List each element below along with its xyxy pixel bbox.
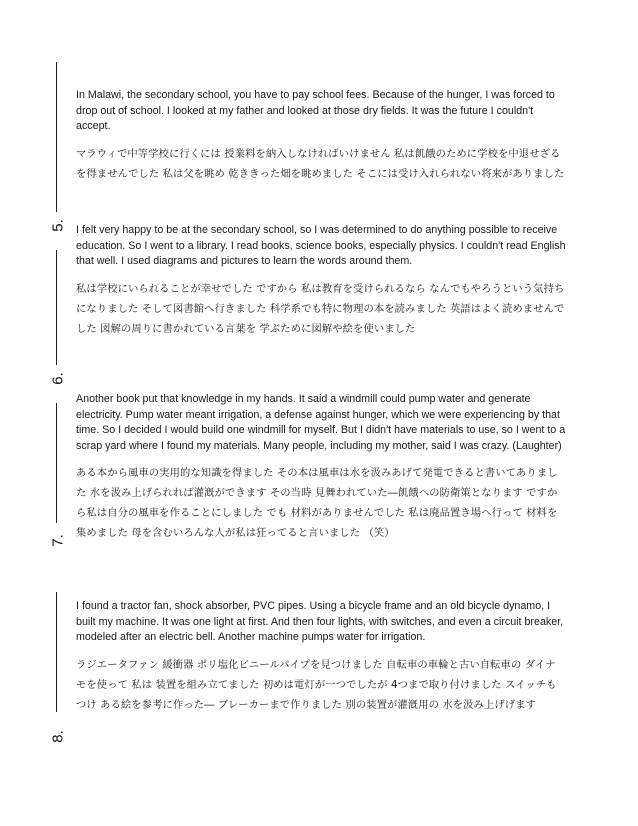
english-paragraph: In Malawi, the secondary school, you have to pay school fees. Because of the hunger, I was forced to drop out of school. I looked at my father and looked at those dry fields. It was the future I couldn't accept. [76, 89, 555, 133]
section-number-7: 7. [49, 534, 67, 547]
section-5 [76, 88, 566, 184]
margin-rule-5 [56, 62, 57, 212]
japanese-paragraph: ある本から風車の実用的な知識を得ました その本は風車は水を汲みあげて発電できると書いてありました 水を汲み上げられれば灌漑ができます その当時 見舞われていた―飢餓への防衛策となります ですから私は自分の風車を作ることにしました でも 材料がありませんでした 私は廃品置き場へ行って 材料を集めました 母を含むいろんな人が私は狂ってると言いました （笑） [76, 467, 558, 540]
margin-rule-8 [56, 592, 57, 712]
japanese-paragraph: マラウィで中等学校に行くには 授業料を納入しなければいけません 私は飢餓のために学校を中退せざるを得ませんでした 私は父を眺め 乾ききった畑を眺めました そこには受け入れられない将来がありました [76, 147, 565, 180]
section-7 [76, 392, 566, 543]
section-number-5: 5. [49, 219, 67, 232]
margin-rule-7 [56, 403, 57, 523]
margin-rule-6 [56, 250, 57, 365]
japanese-paragraph: 私は学校にいられることが幸せでした ですから 私は教育を受けられるなら なんでもやろうという気持ちになりました そして図書館へ行きました 科学系でも特に物理の本を読みました 英語はよく読めませんでした 図解の周りに書かれている言葉を 学ぶために図解や絵を使いました [76, 282, 565, 335]
section-number-6: 6. [49, 372, 67, 385]
japanese-paragraph: ラジエータファン 緩衝器 ポリ塩化ビニールパイプを見つけました 自転車の車輪と古い自転車の ダイナモを使って 私は 装置を組み立てました 初めは電灯が一つでしたが 4つまで取り付けました スイッチもつけ ある絵を参考に作った― ブレーカーまで作りました 別の装置が灌漑用の 水を汲み上げげます [76, 658, 557, 711]
english-paragraph: Another book put that knowledge in my hands. It said a windmill could pump water and generate electricity. Pump water meant irrigation, a defense against hunger, which we were experiencing by that time. So I decided I would build one windmill for myself. But I didn't have materials to use, so I went to a scrap yard where I found my materials. Many people, including my mother, said I was crazy. (Laughter) [76, 393, 566, 452]
english-paragraph: I felt very happy to be at the secondary school, so I was determined to do anything possible to receive education. So I went to a library. I read books, science books, especially physics. I couldn't read English that well. I used diagrams and pictures to learn the words around them. [76, 224, 566, 268]
section-6 [76, 223, 566, 339]
english-paragraph: I found a tractor fan, shock absorber, PVC pipes. Using a bicycle frame and an old bicycle dynamo, I built my machine. It was one light at first. And then four lights, with switches, and even a circuit breaker, modeled after an electric bell. Another machine pumps water for irrigation. [76, 600, 564, 644]
section-number-8: 8. [49, 730, 67, 743]
section-8 [76, 599, 566, 715]
